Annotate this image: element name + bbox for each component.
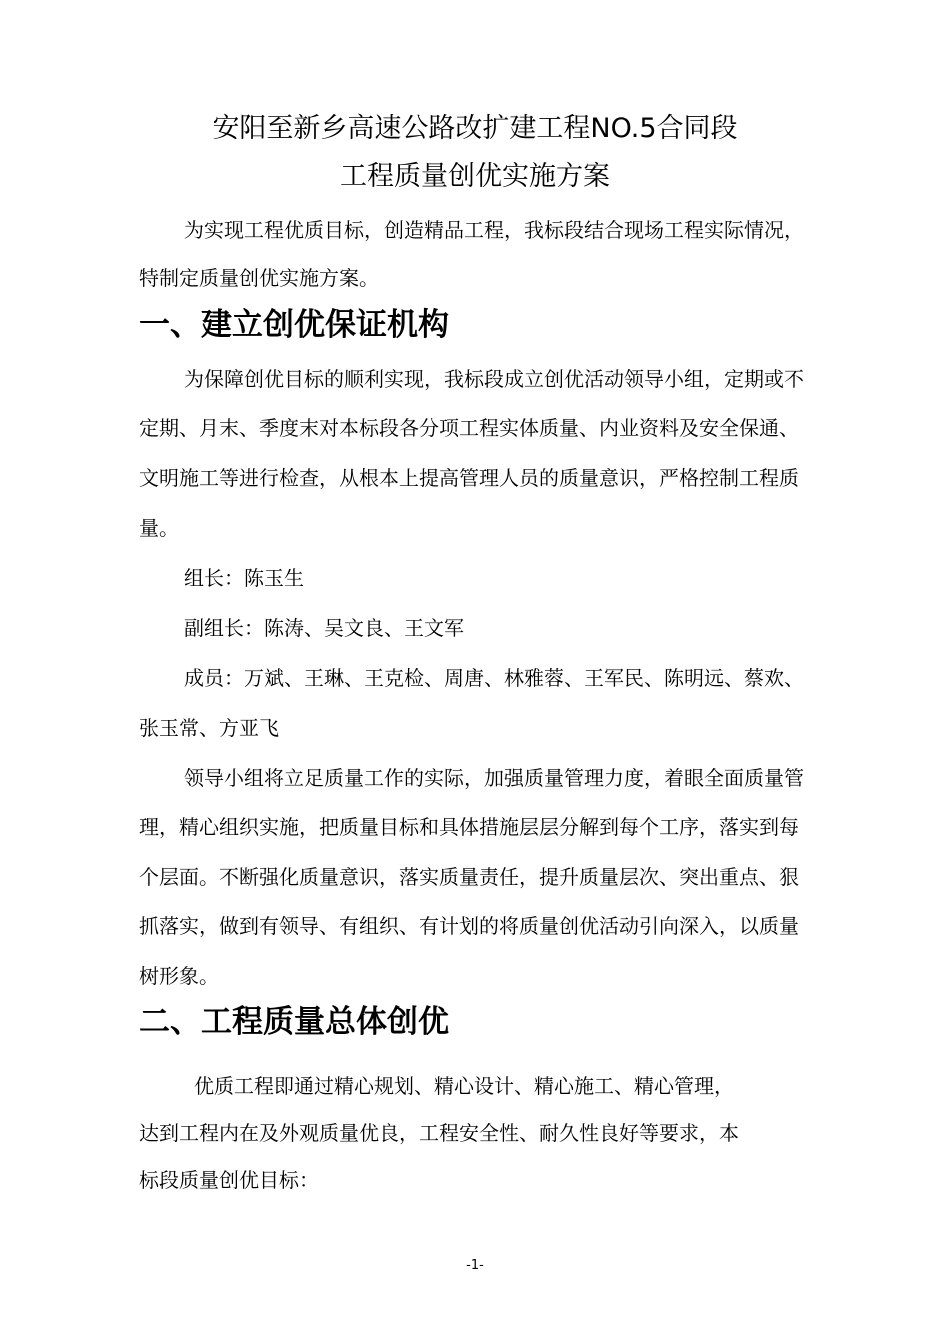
section2-paragraph-line: 优质工程即通过精心规划、精心设计、精心施工、精心管理， — [194, 1074, 734, 1098]
section1-paragraph2-line: 树形象。 — [139, 964, 219, 988]
section2-paragraph-line: 达到工程内在及外观质量优良，工程安全性、耐久性良好等要求，本 — [139, 1121, 739, 1145]
deputy-leader-line: 副组长：陈涛、吴文良、王文军 — [184, 616, 464, 640]
members-line: 成员：万斌、王琳、王克检、周唐、林雅蓉、王军民、陈明远、蔡欢、 — [184, 666, 804, 690]
section1-paragraph-line: 量。 — [139, 516, 179, 540]
section1-paragraph2-line: 理，精心组织实施，把质量目标和具体措施层层分解到每个工序，落实到每 — [139, 815, 799, 839]
page-number: -1- — [466, 1258, 484, 1273]
members-line: 张玉常、方亚飞 — [139, 716, 279, 740]
page-title-line2: 工程质量创优实施方案 — [340, 161, 610, 192]
section1-paragraph2-line: 抓落实，做到有领导、有组织、有计划的将质量创优活动引向深入，以质量 — [139, 914, 799, 938]
section1-paragraph-line: 文明施工等进行检查，从根本上提高管理人员的质量意识，严格控制工程质 — [139, 466, 799, 490]
intro-line: 特制定质量创优实施方案。 — [139, 266, 379, 290]
section1-paragraph2-line: 个层面。不断强化质量意识，落实质量责任，提升质量层次、突出重点、狠 — [139, 865, 799, 889]
section1-paragraph-line: 定期、月末、季度末对本标段各分项工程实体质量、内业资料及安全保通、 — [139, 416, 799, 440]
section2-heading: 二、工程质量总体创优 — [139, 1004, 449, 1040]
intro-line: 为实现工程优质目标，创造精品工程，我标段结合现场工程实际情况， — [184, 218, 804, 242]
page-title-line1: 安阳至新乡高速公路改扩建工程NO.5合同段 — [212, 113, 738, 144]
section1-paragraph-line: 为保障创优目标的顺利实现，我标段成立创优活动领导小组，定期或不 — [184, 367, 804, 391]
leader-line: 组长：陈玉生 — [184, 566, 304, 590]
section1-heading: 一、建立创优保证机构 — [139, 307, 449, 343]
section2-paragraph-line: 标段质量创优目标： — [139, 1168, 319, 1192]
section1-paragraph2-line: 领导小组将立足质量工作的实际，加强质量管理力度，着眼全面质量管 — [184, 766, 804, 790]
